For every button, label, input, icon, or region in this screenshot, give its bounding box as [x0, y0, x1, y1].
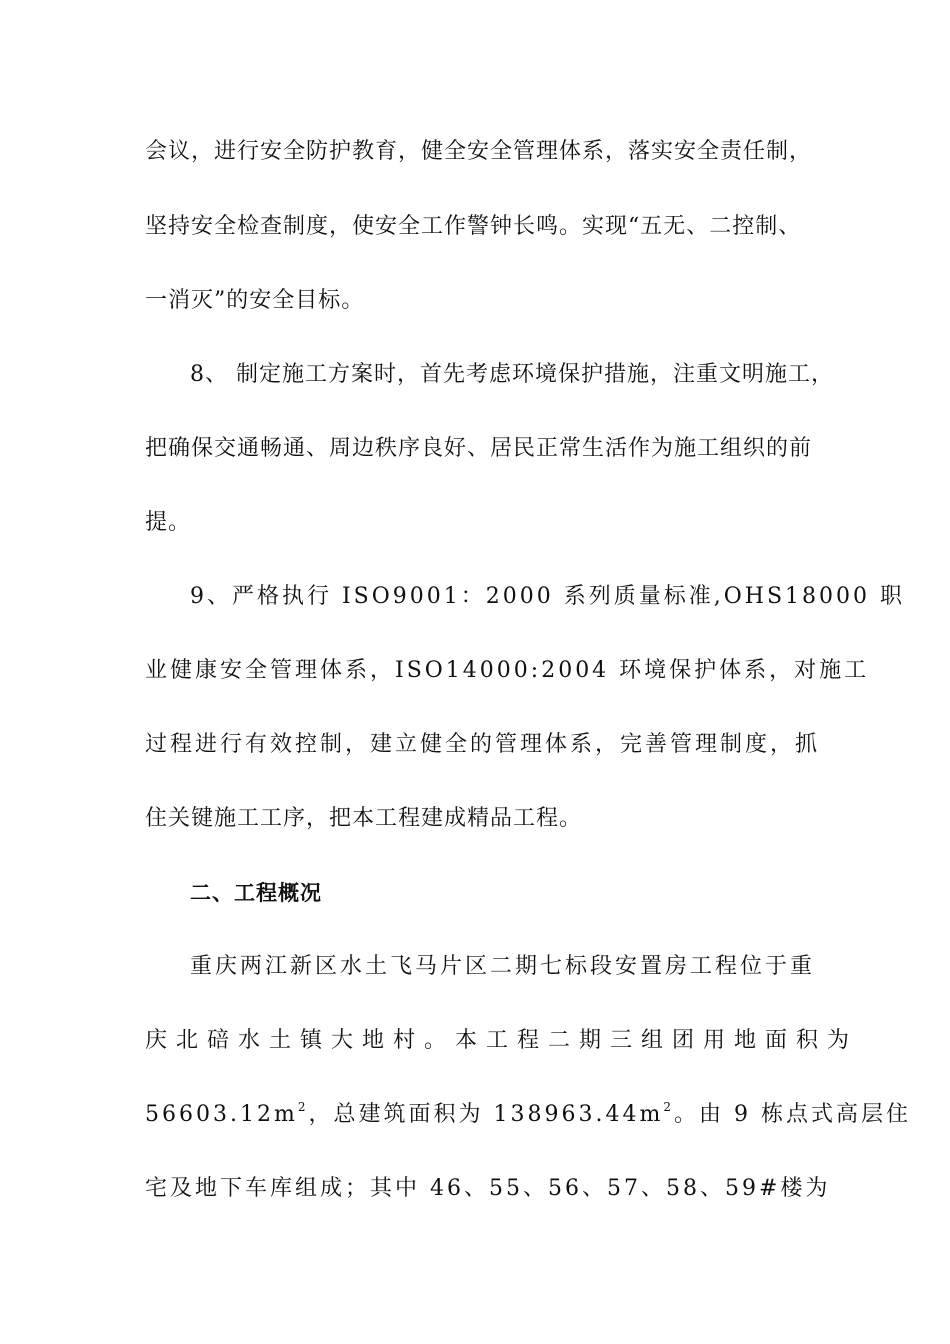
paragraph-line: 业健康安全管理体系，ISO14000:2004 环境保护体系，对施工 — [145, 658, 870, 683]
paragraph-line: 会议，进行安全防护教育，健全安全管理体系，落实安全责任制， — [145, 139, 813, 164]
text-segment: 。由 9 栋点式高层住 — [673, 1102, 911, 1127]
paragraph-line: 8、 制定施工方案时，首先考虑环境保护措施，注重文明施工， — [190, 362, 834, 387]
superscript: 2 — [663, 1100, 674, 1114]
paragraph-line-area — [145, 1100, 911, 1130]
paragraph-line: 过程进行有效控制，建立健全的管理体系，完善管理制度，抓 — [145, 732, 821, 757]
paragraph-line: 庆北碚水土镇大地村。本工程二期三组团用地面积为 — [145, 1028, 859, 1053]
section-heading: 二、工程概况 — [190, 881, 322, 905]
paragraph-line: 把确保交通畅通、周边秩序良好、居民正常生活作为施工组织的前 — [145, 436, 813, 461]
building-area-value: 138963.44m — [493, 1102, 664, 1127]
paragraph-line: 提。 — [145, 510, 192, 535]
paragraph-line: 住关键施工工序，把本工程建成精品工程。 — [145, 806, 583, 831]
land-area-value: 56603.12m — [145, 1102, 298, 1127]
paragraph-line: 坚持安全检查制度，使安全工作警钟长鸣。实现“五无、二控制、 — [145, 214, 802, 239]
paragraph-line: 9、严格执行 ISO9001：2000 系列质量标准,OHS18000 职 — [190, 584, 906, 609]
paragraph-line: 宅及地下车库组成；其中 46、55、56、57、58、59#楼为 — [145, 1176, 831, 1201]
paragraph-line: 一消灭”的安全目标。 — [145, 288, 365, 313]
superscript: 2 — [297, 1100, 309, 1114]
text-segment: ，总建筑面积为 — [308, 1102, 494, 1127]
paragraph-line: 重庆两江新区水土飞马片区二期七标段安置房工程位于重 — [190, 954, 816, 979]
